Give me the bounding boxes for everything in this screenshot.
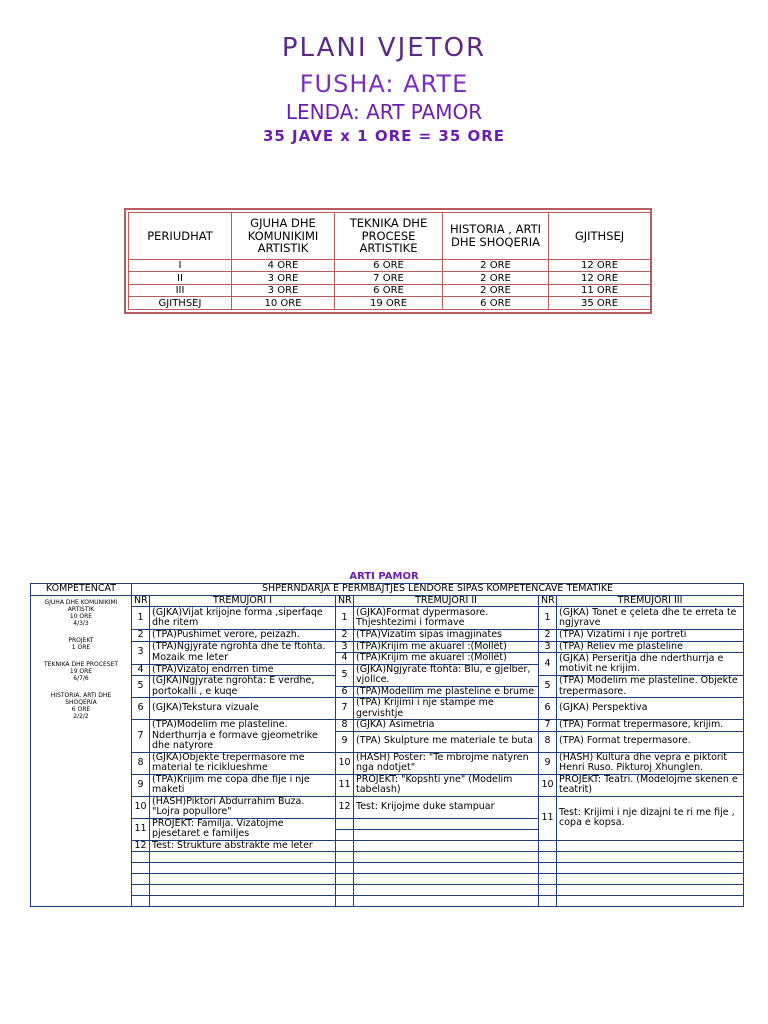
t3-nr: 3: [539, 641, 557, 653]
empty-cell: [354, 896, 539, 907]
empty-cell: [336, 874, 354, 885]
kompetencat-cell: [31, 595, 132, 907]
kompetenca-line: 10 ORE: [69, 612, 93, 620]
t1-nr: 8: [132, 752, 150, 774]
nr-header: NR: [132, 595, 150, 607]
t2-nr: 3: [336, 641, 354, 653]
empty-cell: [336, 896, 354, 907]
empty-cell: [354, 863, 539, 874]
t1-nr: 3: [132, 641, 150, 664]
t3-nr: 2: [539, 630, 557, 642]
empty-cell: [557, 852, 744, 863]
t2-topic: (HASH) Poster: "Te mbrojme natyren nga ndotjet": [354, 752, 539, 774]
plan-subheader-row: [31, 595, 744, 607]
t1-topic: (GJKA)Ngjyrate ngrohta: E verdhe, portokalli , e kuqe: [150, 676, 336, 698]
kompetenca-block: [32, 599, 130, 627]
kompetenca-line: TEKNIKA DHE PROCESET: [43, 660, 119, 668]
summary-row: [129, 284, 651, 297]
t1-topic: PROJEKT: Familja. Vizatojme pjesetaret e familjes: [150, 818, 336, 840]
plan-row: [31, 698, 744, 720]
summary-cell: 4 ORE: [232, 259, 335, 272]
empty-cell: [150, 852, 336, 863]
empty-cell: [132, 896, 150, 907]
empty-cell: [557, 863, 744, 874]
t1-nr: 9: [132, 774, 150, 796]
summary-cell: 10 ORE: [232, 297, 335, 310]
empty-cell: [336, 885, 354, 896]
empty-cell: [557, 885, 744, 896]
t1-nr: 6: [132, 698, 150, 720]
empty-cell: [336, 852, 354, 863]
empty-cell: [557, 874, 744, 885]
plan-row: [31, 885, 744, 896]
kompetenca-line: 1 ORE: [71, 643, 91, 651]
t2-nr: 12: [336, 796, 354, 818]
t3-topic: (HASH) Kultura dhe vepra e piktorit Henri Ruso. Pikturoj Xhunglen.: [557, 752, 744, 774]
t2-topic: PROJEKT: "Kopshti yne" (Modelim tabelash): [354, 774, 539, 796]
t3-nr: 9: [539, 752, 557, 774]
summary-row: [129, 272, 651, 285]
t2-topic: (TPA)Krijim me akuarel :(Mollët): [354, 653, 539, 665]
t1-nr: 4: [132, 664, 150, 676]
empty-cell: [354, 885, 539, 896]
t3-topic: (TPA) Format trepermasore.: [557, 731, 744, 752]
t3-topic: (GJKA) Perseritja dhe nderthurrja e motivit ne krijim.: [557, 653, 744, 676]
summary-header: GJITHSEJ: [549, 213, 651, 260]
t2-nr: 10: [336, 752, 354, 774]
page-title: PLANI VJETOR: [281, 33, 487, 63]
empty-cell: [539, 896, 557, 907]
t1-topic: (HASH)Piktori Abdurrahim Buza. "Lojra popullore": [150, 796, 336, 818]
plan-table: [30, 583, 744, 907]
nr-header: NR: [539, 595, 557, 607]
t1-topic: (TPA)Vizatoj endrren time: [150, 664, 336, 676]
term-header: TREMUJORI I: [150, 595, 336, 607]
t2-nr: 2: [336, 630, 354, 642]
t1-topic: (TPA)Modelim me plasteline. Nderthurrja e formave gjeometrike dhe natyrore: [150, 720, 336, 753]
t2-topic: (TPA)Modellim me plasteline e brume: [354, 686, 539, 698]
t1-topic: (GJKA)Objekte trepermasore me material te riciklueshme: [150, 752, 336, 774]
empty-cell: [150, 863, 336, 874]
t1-topic: (TPA)Krijim me copa dhe fije i nje maketi: [150, 774, 336, 796]
summary-cell: 6 ORE: [443, 297, 549, 310]
t3-topic: (GJKA) Perspektiva: [557, 698, 744, 720]
kompetenca-line: HISTORIA, ARTI DHE: [50, 691, 112, 699]
subject-title: LENDA: ART PAMOR: [285, 100, 483, 124]
empty-cell: [354, 852, 539, 863]
empty-cell: [539, 863, 557, 874]
t3-topic: (TPA) Vizatimi i nje portreti: [557, 630, 744, 642]
t3-topic: (GJKA) Tonet e çeleta dhe te erreta te ngjyrave: [557, 607, 744, 630]
t2-nr: 8: [336, 720, 354, 732]
t2-topic: (TPA) Skulpture me materiale te buta: [354, 731, 539, 752]
empty-cell: [336, 863, 354, 874]
summary-cell: 6 ORE: [335, 259, 443, 272]
t1-topic: (GJKA)Vijat krijojne forma ,siperfaqe dhe ritem: [150, 607, 336, 630]
t2-nr: 6: [336, 686, 354, 698]
distribution-header: SHPERNDARJA E PERMBAJTJES LENDORE SIPAS KOMPETENCAVE TEMATIKE: [132, 584, 744, 596]
summary-header: PERIUDHAT: [129, 213, 232, 260]
summary-header-row: [129, 213, 651, 260]
plan-row: [31, 720, 744, 732]
empty-cell: [132, 852, 150, 863]
empty-cell: [354, 818, 539, 829]
t2-topic: Test: Krijojme duke stampuar: [354, 796, 539, 818]
nr-header: NR: [336, 595, 354, 607]
kompetenca-line: 4/3/3: [73, 619, 89, 627]
empty-cell: [557, 840, 744, 852]
plan-subject: ARTI PAMOR: [349, 571, 419, 582]
t3-topic: (TPA) Format trepermasore, krijim.: [557, 720, 744, 732]
summary-cell: 2 ORE: [443, 259, 549, 272]
summary-cell: III: [129, 284, 232, 297]
t3-nr: 4: [539, 653, 557, 676]
empty-cell: [132, 885, 150, 896]
summary-cell: 2 ORE: [443, 284, 549, 297]
empty-cell: [557, 896, 744, 907]
hours-title: 35 JAVE x 1 ORE = 35 ORE: [262, 127, 506, 145]
empty-cell: [539, 840, 557, 852]
summary-header: TEKNIKA DHE PROCESE ARTISTIKE: [335, 213, 443, 260]
summary-header: GJUHA DHE KOMUNIKIMI ARTISTIK: [232, 213, 335, 260]
t1-nr: 12: [132, 840, 150, 852]
t1-topic: (TPA)Ngjyrate ngrohta dhe te ftohta. Mozaik me leter: [150, 641, 336, 664]
kompetenca-line: GJUHA DHE KOMUNIKIMI: [44, 598, 118, 606]
kompetenca-block: [32, 637, 130, 651]
kompetenca-line: 6/7/6: [73, 674, 89, 682]
plan-row: [31, 607, 744, 630]
summary-cell: 3 ORE: [232, 284, 335, 297]
empty-cell: [132, 874, 150, 885]
summary-cell: I: [129, 259, 232, 272]
plan-row: [31, 630, 744, 642]
t3-nr: 1: [539, 607, 557, 630]
t2-topic: (TPA) Krijimi i nje stampe me gervishtje: [354, 698, 539, 720]
empty-cell: [150, 874, 336, 885]
kompetenca-line: 2/2/2: [73, 712, 89, 720]
t3-topic: PROJEKT: Teatri. (Modelojme skenen e teatrit): [557, 774, 744, 796]
empty-cell: [539, 874, 557, 885]
summary-cell: 35 ORE: [549, 297, 651, 310]
empty-cell: [336, 818, 354, 829]
t1-topic: (GJKA)Tekstura vizuale: [150, 698, 336, 720]
t2-nr: 1: [336, 607, 354, 630]
summary-table: [124, 208, 652, 314]
t3-nr: 7: [539, 720, 557, 732]
empty-cell: [132, 863, 150, 874]
t3-nr: 8: [539, 731, 557, 752]
plan-row: [31, 896, 744, 907]
kompetenca-block: [32, 661, 130, 682]
t3-nr: 11: [539, 796, 557, 840]
summary-cell: 2 ORE: [443, 272, 549, 285]
field-title: FUSHA: ARTE: [299, 70, 469, 98]
t3-nr: 6: [539, 698, 557, 720]
t1-nr: 11: [132, 818, 150, 840]
t2-topic: (GJKA) Asimetria: [354, 720, 539, 732]
t1-nr: 2: [132, 630, 150, 642]
kompetenca-block: [32, 692, 130, 720]
t1-nr: 5: [132, 676, 150, 698]
t2-topic: (GJKA)Format dypermasore. Thjeshtezimi i formave: [354, 607, 539, 630]
kompetenca-line: ARTISTIK: [67, 605, 95, 613]
empty-cell: [539, 885, 557, 896]
summary-header: HISTORIA , ARTI DHE SHOQERIA: [443, 213, 549, 260]
summary-cell: 12 ORE: [549, 259, 651, 272]
term-header: TREMUJORI III: [557, 595, 744, 607]
t2-nr: 5: [336, 664, 354, 686]
summary-cell: 12 ORE: [549, 272, 651, 285]
empty-cell: [354, 829, 539, 840]
t3-nr: 10: [539, 774, 557, 796]
t1-nr: 1: [132, 607, 150, 630]
t2-nr: 4: [336, 653, 354, 665]
summary-cell: II: [129, 272, 232, 285]
empty-cell: [354, 874, 539, 885]
t2-topic: (TPA)Vizatim sipas imagjinates: [354, 630, 539, 642]
plan-row: [31, 863, 744, 874]
plan-row: [31, 641, 744, 653]
summary-cell: 11 ORE: [549, 284, 651, 297]
kompetenca-line: PROJEKT: [68, 636, 94, 644]
summary-cell: 3 ORE: [232, 272, 335, 285]
t1-nr: 10: [132, 796, 150, 818]
plan-row: [31, 840, 744, 852]
t2-nr: 7: [336, 698, 354, 720]
empty-cell: [539, 852, 557, 863]
empty-cell: [354, 840, 539, 852]
plan-header-row: [31, 584, 744, 596]
t2-topic: (GJKA)Ngjyrate ftohta: Blu, e gjelber, vjollce.: [354, 664, 539, 686]
t2-nr: 9: [336, 731, 354, 752]
summary-cell: GJITHSEJ: [129, 297, 232, 310]
kompetenca-line: 19 ORE: [69, 667, 93, 675]
kompetenca-line: SHOQERIA: [65, 698, 97, 706]
empty-cell: [336, 840, 354, 852]
t1-topic: (TPA)Pushimet verore, peizazh.: [150, 630, 336, 642]
kompetencat-header: KOMPETENCAT: [31, 584, 132, 596]
empty-cell: [336, 829, 354, 840]
plan-row: [31, 852, 744, 863]
empty-cell: [150, 885, 336, 896]
summary-total-row: [129, 297, 651, 310]
empty-cell: [150, 896, 336, 907]
summary-cell: 7 ORE: [335, 272, 443, 285]
t1-topic: Test: Strukture abstrakte me leter: [150, 840, 336, 852]
t3-topic: (TPA) Reliev me plasteline: [557, 641, 744, 653]
summary-cell: 19 ORE: [335, 297, 443, 310]
t2-nr: 11: [336, 774, 354, 796]
summary-row: [129, 259, 651, 272]
t3-nr: 5: [539, 676, 557, 698]
summary-cell: 6 ORE: [335, 284, 443, 297]
t2-topic: (TPA)Krijim me akuarel :(Mollët): [354, 641, 539, 653]
term-header: TREMUJORI II: [354, 595, 539, 607]
kompetenca-line: 6 ORE: [71, 705, 91, 713]
t1-nr: 7: [132, 720, 150, 753]
t3-topic: Test: Krijimi i nje dizajni te ri me fije , copa e kopsa.: [557, 796, 744, 840]
plan-row: [31, 874, 744, 885]
t3-topic: (TPA) Modelim me plasteline. Objekte trepermasore.: [557, 676, 744, 698]
